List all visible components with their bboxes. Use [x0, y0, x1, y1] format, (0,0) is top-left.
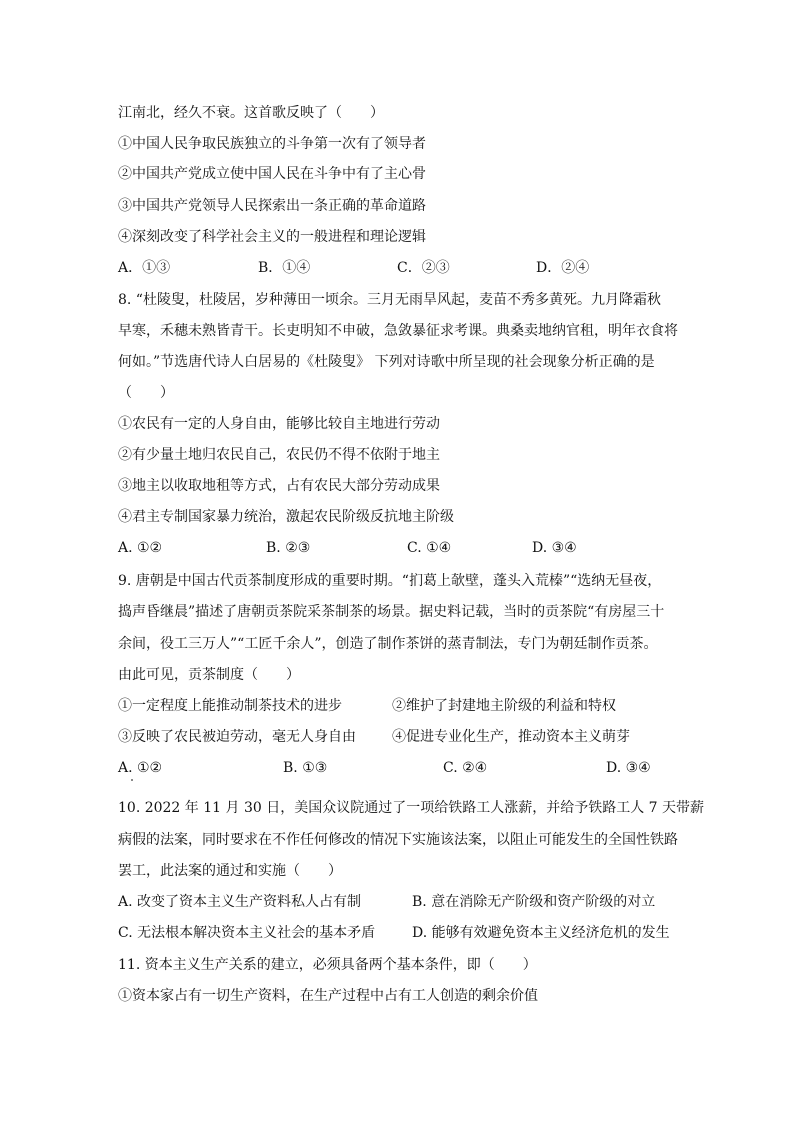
q10-option-c: C. 无法根本解决资本主义社会的基本矛盾 — [118, 925, 376, 941]
q9-statement-3: ③反映了农民被迫劳动，毫无人身自由 — [118, 729, 356, 745]
q8-line-3: 何如。”节选唐代诗人白居易的《杜陵叟》 下列对诗歌中所呈现的社会现象分析正确的是 — [118, 354, 655, 370]
q8-statement-4: ④君主专制国家暴力统治，激起农民阶级反抗地主阶级 — [118, 509, 454, 525]
q7-option-d: D．②④ — [536, 260, 590, 276]
q9-statement-2: ②维护了封建地主阶级的利益和特权 — [392, 698, 616, 714]
q8-line-4: （ ） — [118, 385, 174, 401]
q10-option-b: B. 意在消除无产阶级和资产阶级的对立 — [412, 894, 656, 910]
q11-line-1: 11. 资本主义生产关系的建立，必须具备两个基本条件，即（ ） — [118, 957, 537, 973]
q8-line-2: 早寒，禾穗未熟皆青干。长吏明知不申破，急敛暴征求考课。典桑卖地纳官租，明年衣食将 — [118, 323, 678, 339]
q8-statement-1: ①农民有一定的人身自由，能够比较自主地进行劳动 — [118, 416, 440, 432]
q8-option-b: B. ②③ — [266, 540, 311, 556]
q10-line-2: 病假的法案，同时要求在不作任何修改的情况下实施该法案，以阻止可能发生的全国性铁路 — [118, 832, 678, 848]
q9-line-4: 由此可见，贡茶制度（ ） — [118, 667, 300, 683]
q10-line-1: 10. 2022 年 11 月 30 日，美国众议院通过了一项给铁路工人涨薪，并给予铁路工人 7 天带薪 — [118, 800, 705, 816]
q7-option-c: C．②③ — [397, 260, 450, 276]
q9-line-3: 余间，役工三万人”“工匠千余人”，创造了制作茶饼的蒸青制法，专门为朝廷制作贡茶。 — [118, 636, 658, 652]
q8-option-d: D. ③④ — [532, 540, 577, 556]
q10-option-d: D. 能够有效避免资本主义经济危机的发生 — [412, 925, 670, 941]
q7-statement-4: ④深刻改变了科学社会主义的一般进程和理论逻辑 — [118, 229, 426, 245]
q9-statement-4: ④促进专业化生产，推动资本主义萌芽 — [392, 729, 630, 745]
q8-option-a: A. ①② — [118, 540, 163, 556]
q8-option-c: C. ①④ — [407, 540, 452, 556]
q9-option-a: A. ①② — [118, 760, 163, 776]
q8-statement-2: ②有少量土地归农民自己，农民仍不得不依附于地主 — [118, 447, 440, 463]
q7-stem-end: 江南北，经久不衰。这首歌反映了（ ） — [118, 105, 384, 121]
q9-line-2: 捣声昏继晨”描述了唐朝贡茶院采茶制茶的场景。据史料记载，当时的贡茶院“有房屋三十 — [118, 604, 665, 620]
q7-option-a: A．①③ — [118, 260, 171, 276]
q11-statement-1: ①资本家占有一切生产资料，在生产过程中占有工人创造的剩余价值 — [118, 988, 538, 1004]
q10-line-3: 罢工，此法案的通过和实施（ ） — [118, 863, 342, 879]
q7-statement-1: ①中国人民争取民族独立的斗争第一次有了领导者 — [118, 136, 426, 152]
q7-statement-3: ③中国共产党领导人民探索出一条正确的革命道路 — [118, 198, 426, 214]
stray-dot — [131, 779, 133, 781]
q9-option-c: C. ②④ — [443, 760, 488, 776]
q8-statement-3: ③地主以收取地租等方式，占有农民大部分劳动成果 — [118, 478, 440, 494]
q9-line-1: 9. 唐朝是中国古代贡茶制度形成的重要时期。“扪葛上欹壁，蓬头入荒榛”“选纳无昼夜， — [118, 573, 662, 589]
q7-statement-2: ②中国共产党成立使中国人民在斗争中有了主心骨 — [118, 166, 426, 182]
q8-line-1: 8. “杜陵叟，杜陵居，岁种薄田一顷余。三月无雨旱风起，麦苗不秀多黄死。九月降霜秋 — [118, 292, 661, 308]
q7-option-b: B．①④ — [258, 260, 311, 276]
q9-option-b: B. ①③ — [283, 760, 328, 776]
q9-statement-1: ①一定程度上能推动制茶技术的进步 — [118, 698, 342, 714]
q9-option-d: D. ③④ — [606, 760, 651, 776]
q10-option-a: A. 改变了资本主义生产资料私人占有制 — [118, 894, 362, 910]
